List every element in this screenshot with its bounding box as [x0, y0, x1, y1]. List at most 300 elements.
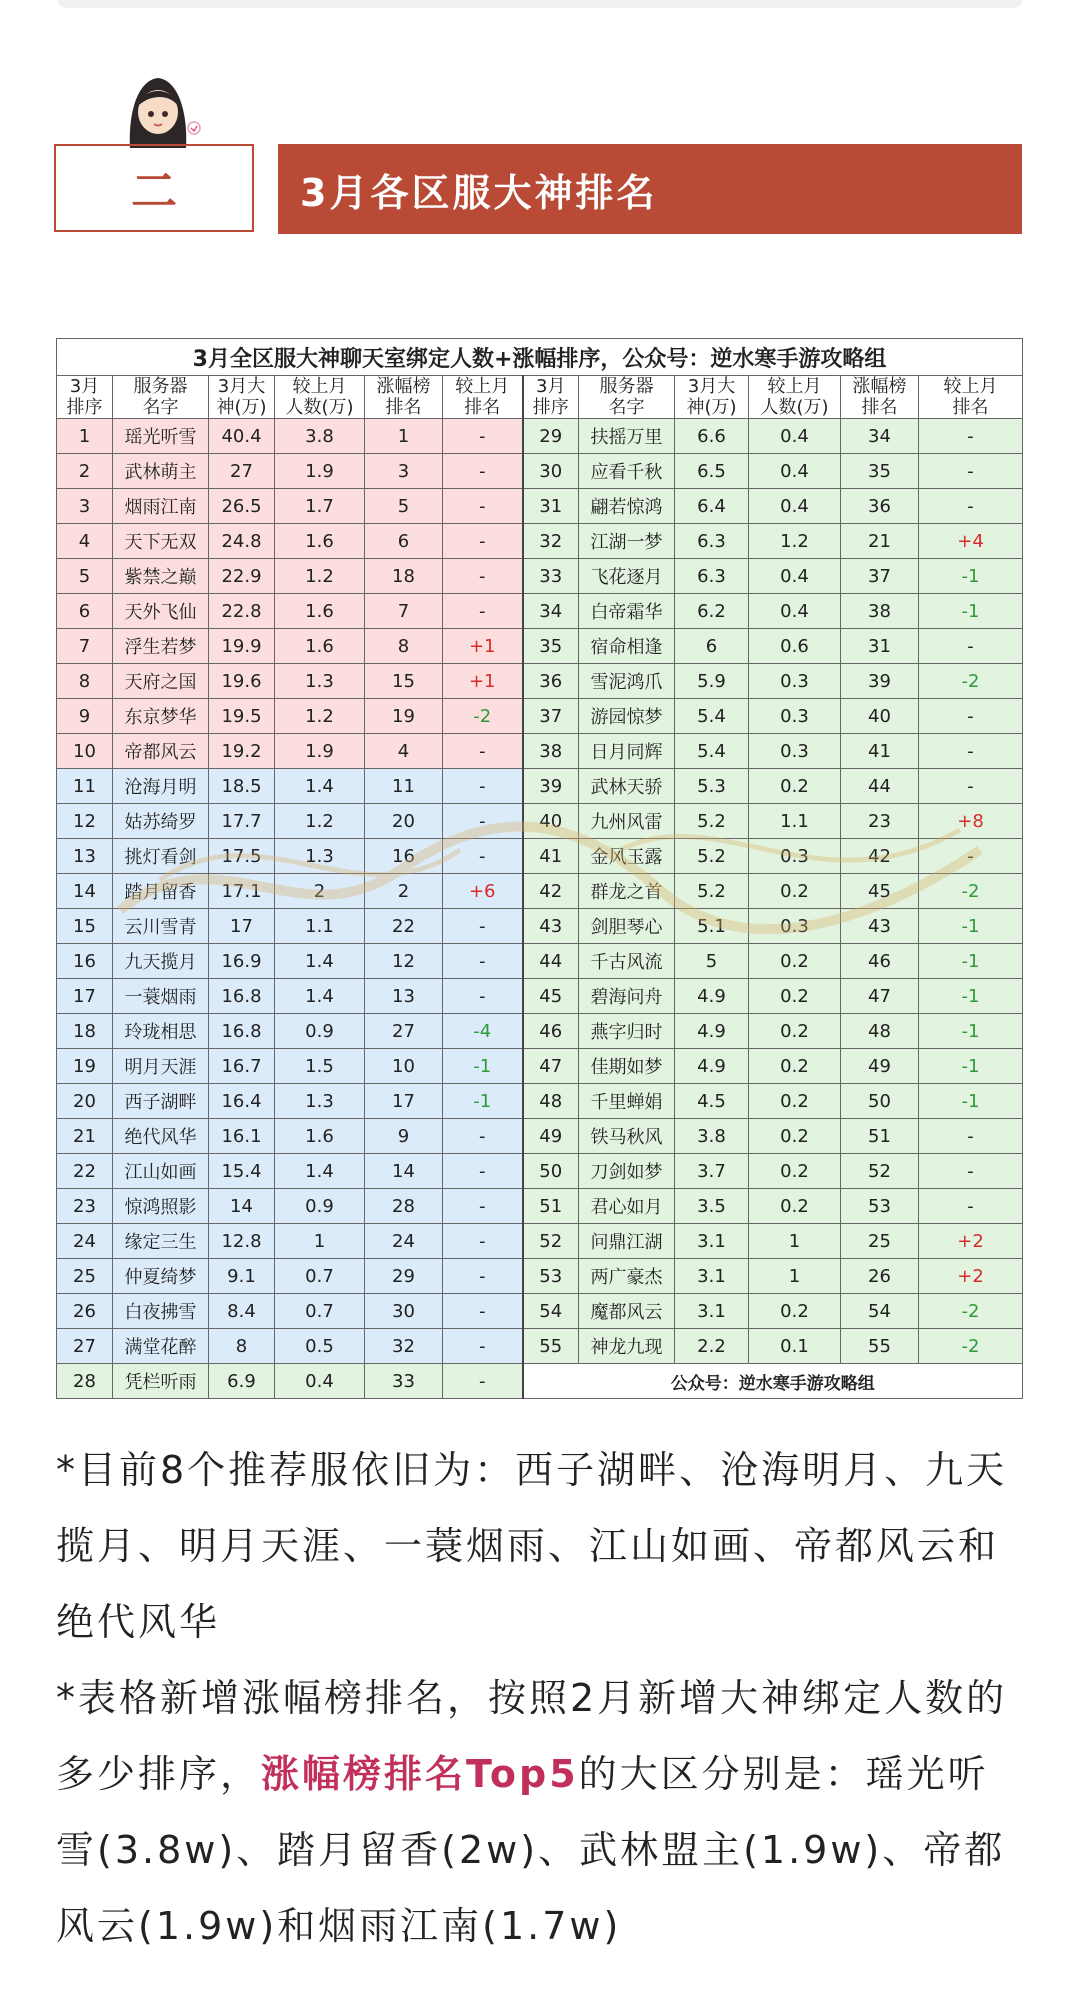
table-cell: 23 — [57, 1189, 113, 1224]
table-row — [57, 1189, 1023, 1224]
table-row — [57, 909, 1023, 944]
table-cell: 24 — [57, 1224, 113, 1259]
table-cell: 帝都风云 — [113, 734, 209, 769]
table-cell: 22 — [365, 909, 443, 944]
table-cell: 刀剑如梦 — [579, 1154, 675, 1189]
table-cell: 1 — [57, 419, 113, 454]
table-cell: 16.1 — [209, 1119, 275, 1154]
table-cell: 5.9 — [675, 664, 749, 699]
table-cell: 4.9 — [675, 979, 749, 1014]
table-cell: - — [443, 1224, 523, 1259]
table-cell: 16.8 — [209, 979, 275, 1014]
table-cell: 6.3 — [675, 524, 749, 559]
table-cell: 神龙九现 — [579, 1329, 675, 1364]
table-cell: - — [443, 1364, 523, 1399]
table-cell: 3.8 — [275, 419, 365, 454]
table-cell: 挑灯看剑 — [113, 839, 209, 874]
table-cell: 1.2 — [275, 699, 365, 734]
table-cell: 瑶光听雪 — [113, 419, 209, 454]
column-header: 3月 排序 — [57, 376, 113, 419]
table-cell: -1 — [919, 559, 1023, 594]
table-cell: 28 — [365, 1189, 443, 1224]
table-cell: 26 — [841, 1259, 919, 1294]
table-cell: 0.7 — [275, 1259, 365, 1294]
table-cell: 铁马秋风 — [579, 1119, 675, 1154]
table-cell: 35 — [523, 629, 579, 664]
table-cell: 0.2 — [749, 1084, 841, 1119]
table-cell: 44 — [523, 944, 579, 979]
table-cell: 2 — [275, 874, 365, 909]
table-cell: 26 — [57, 1294, 113, 1329]
table-cell: 1.6 — [275, 524, 365, 559]
table-cell: 1.5 — [275, 1049, 365, 1084]
table-cell: 1.2 — [275, 804, 365, 839]
section-number-box — [54, 144, 254, 232]
table-cell: 0.3 — [749, 909, 841, 944]
column-header: 较上月 人数(万) — [275, 376, 365, 419]
table-cell: 5 — [675, 944, 749, 979]
table-cell: 惊鸿照影 — [113, 1189, 209, 1224]
table-cell: 22 — [57, 1154, 113, 1189]
table-cell: 30 — [523, 454, 579, 489]
table-row — [57, 734, 1023, 769]
table-cell: +1 — [443, 629, 523, 664]
table-cell: 7 — [365, 594, 443, 629]
column-header: 3月大 神(万) — [209, 376, 275, 419]
table-cell: 问鼎江湖 — [579, 1224, 675, 1259]
table-cell: 1.2 — [275, 559, 365, 594]
table-cell: 50 — [523, 1154, 579, 1189]
table-cell: - — [919, 629, 1023, 664]
table-cell: 49 — [841, 1049, 919, 1084]
table-cell: 应看千秋 — [579, 454, 675, 489]
table-cell: -1 — [919, 909, 1023, 944]
table-cell: 6.4 — [675, 489, 749, 524]
section-number: 二 — [131, 164, 177, 218]
table-row — [57, 1329, 1023, 1364]
table-cell: 22.9 — [209, 559, 275, 594]
table-cell: 0.7 — [275, 1294, 365, 1329]
table-row — [57, 944, 1023, 979]
table-cell: 武林萌主 — [113, 454, 209, 489]
table-cell: - — [443, 769, 523, 804]
table-cell: 0.6 — [749, 629, 841, 664]
table-cell: 19.9 — [209, 629, 275, 664]
table-cell: 18 — [57, 1014, 113, 1049]
table-cell: 烟雨江南 — [113, 489, 209, 524]
table-cell: - — [443, 419, 523, 454]
table-cell: 4 — [57, 524, 113, 559]
table-cell: 天外飞仙 — [113, 594, 209, 629]
table-cell: - — [443, 594, 523, 629]
table-row — [57, 1364, 1023, 1399]
table-cell: 游园惊梦 — [579, 699, 675, 734]
table-cell: 29 — [365, 1259, 443, 1294]
table-cell: 0.2 — [749, 1294, 841, 1329]
table-cell: 8 — [365, 629, 443, 664]
table-cell: - — [443, 1294, 523, 1329]
table-cell: 17 — [209, 909, 275, 944]
table-cell: 15 — [365, 664, 443, 699]
table-cell: 52 — [841, 1154, 919, 1189]
table-cell: - — [443, 559, 523, 594]
table-cell: - — [443, 1259, 523, 1294]
table-cell: 1.4 — [275, 944, 365, 979]
table-cell: 一蓑烟雨 — [113, 979, 209, 1014]
table-row — [57, 419, 1023, 454]
table-cell: 1.3 — [275, 664, 365, 699]
table-cell: 36 — [841, 489, 919, 524]
table-cell: 6 — [365, 524, 443, 559]
table-cell: 27 — [365, 1014, 443, 1049]
table-cell: - — [443, 1119, 523, 1154]
table-cell: 1.1 — [275, 909, 365, 944]
table-cell: - — [443, 804, 523, 839]
table-cell: 3 — [57, 489, 113, 524]
table-cell: - — [443, 839, 523, 874]
table-cell: +2 — [919, 1224, 1023, 1259]
table-cell: 2 — [365, 874, 443, 909]
table-cell: 33 — [365, 1364, 443, 1399]
table-cell: - — [919, 1189, 1023, 1224]
table-cell: 3.1 — [675, 1259, 749, 1294]
table-cell: 1 — [749, 1224, 841, 1259]
table-cell: 16.8 — [209, 1014, 275, 1049]
table-cell: 扶摇万里 — [579, 419, 675, 454]
table-cell: 18 — [365, 559, 443, 594]
table-cell: 9.1 — [209, 1259, 275, 1294]
column-header: 涨幅榜 排名 — [365, 376, 443, 419]
table-cell: 1.3 — [275, 839, 365, 874]
table-cell: 0.2 — [749, 1119, 841, 1154]
table-cell: 3.5 — [675, 1189, 749, 1224]
table-cell: 11 — [365, 769, 443, 804]
table-cell: 17 — [57, 979, 113, 1014]
table-cell: -1 — [919, 979, 1023, 1014]
section-title: 3月各区服大神排名 — [300, 170, 658, 215]
table-cell: 11 — [57, 769, 113, 804]
table-cell: 千古风流 — [579, 944, 675, 979]
table-cell: 40 — [841, 699, 919, 734]
table-cell: 31 — [841, 629, 919, 664]
table-cell: 29 — [523, 419, 579, 454]
table-cell: 27 — [209, 454, 275, 489]
table-cell: 34 — [523, 594, 579, 629]
table-cell: 缘定三生 — [113, 1224, 209, 1259]
table-cell: 5.2 — [675, 804, 749, 839]
table-cell: 19.5 — [209, 699, 275, 734]
table-cell: 8.4 — [209, 1294, 275, 1329]
table-cell: 10 — [57, 734, 113, 769]
table-cell: - — [443, 979, 523, 1014]
table-cell: 32 — [365, 1329, 443, 1364]
table-cell: 0.2 — [749, 769, 841, 804]
table-cell: 19.6 — [209, 664, 275, 699]
table-cell: 1 — [365, 419, 443, 454]
table-cell: 0.3 — [749, 664, 841, 699]
table-cell: - — [443, 524, 523, 559]
table-cell: 5.4 — [675, 699, 749, 734]
column-header: 涨幅榜 排名 — [841, 376, 919, 419]
table-cell: 3 — [365, 454, 443, 489]
table-cell: 24 — [365, 1224, 443, 1259]
table-cell: 0.4 — [749, 594, 841, 629]
table-cell: 佳期如梦 — [579, 1049, 675, 1084]
table-cell: 47 — [841, 979, 919, 1014]
table-cell: 0.2 — [749, 1154, 841, 1189]
note-growth-text-a: *表格新增涨幅榜排名，按照2月新增大神绑定人数的多少排序， — [56, 1676, 1008, 1796]
table-cell: 宿命相逢 — [579, 629, 675, 664]
table-row — [57, 699, 1023, 734]
table-row — [57, 664, 1023, 699]
table-cell: 3.7 — [675, 1154, 749, 1189]
table-cell: 14 — [57, 874, 113, 909]
table-cell: 15 — [57, 909, 113, 944]
table-row — [57, 594, 1023, 629]
table-cell: 0.2 — [749, 944, 841, 979]
column-header: 较上月 排名 — [443, 376, 523, 419]
table-cell: 绝代风华 — [113, 1119, 209, 1154]
table-cell: 19 — [365, 699, 443, 734]
table-cell: 0.2 — [749, 1189, 841, 1224]
table-cell: 姑苏绮罗 — [113, 804, 209, 839]
table-cell: 0.4 — [749, 559, 841, 594]
table-cell: 凭栏听雨 — [113, 1364, 209, 1399]
table-cell: 22.8 — [209, 594, 275, 629]
table-cell: -1 — [919, 1049, 1023, 1084]
table-cell: -1 — [919, 944, 1023, 979]
table-row — [57, 1294, 1023, 1329]
table-cell: - — [919, 699, 1023, 734]
table-cell: - — [919, 489, 1023, 524]
table-cell: 25 — [841, 1224, 919, 1259]
table-cell: 43 — [841, 909, 919, 944]
table-cell: - — [443, 489, 523, 524]
table-cell: 日月同辉 — [579, 734, 675, 769]
table-cell: 0.2 — [749, 874, 841, 909]
table-cell: 12 — [57, 804, 113, 839]
table-row — [57, 1259, 1023, 1294]
table-cell: 0.9 — [275, 1014, 365, 1049]
table-cell: 13 — [365, 979, 443, 1014]
table-cell: 踏月留香 — [113, 874, 209, 909]
table-cell: - — [919, 1154, 1023, 1189]
table-cell: 5.2 — [675, 874, 749, 909]
table-cell: 17.1 — [209, 874, 275, 909]
table-row — [57, 524, 1023, 559]
table-cell: -1 — [919, 594, 1023, 629]
table-cell: - — [443, 1189, 523, 1224]
table-cell: 17 — [365, 1084, 443, 1119]
table-cell: - — [919, 769, 1023, 804]
column-header: 较上月 排名 — [919, 376, 1023, 419]
table-cell: 5 — [365, 489, 443, 524]
table-row — [57, 1014, 1023, 1049]
table-cell: 0.4 — [749, 454, 841, 489]
note-growth-ranking — [56, 1660, 1026, 1964]
table-cell: 金风玉露 — [579, 839, 675, 874]
table-cell: 32 — [523, 524, 579, 559]
table-cell: 34 — [841, 419, 919, 454]
table-cell: -2 — [919, 1294, 1023, 1329]
table-cell: 48 — [841, 1014, 919, 1049]
table-row — [57, 769, 1023, 804]
table-row — [57, 804, 1023, 839]
table-cell: 31 — [523, 489, 579, 524]
table-cell: 27 — [57, 1329, 113, 1364]
table-cell: 6.2 — [675, 594, 749, 629]
table-cell: 18.5 — [209, 769, 275, 804]
table-cell: 16.7 — [209, 1049, 275, 1084]
table-cell: 2 — [57, 454, 113, 489]
column-header: 3月大 神(万) — [675, 376, 749, 419]
table-cell: - — [443, 944, 523, 979]
table-cell: 4.9 — [675, 1049, 749, 1084]
table-cell: 30 — [365, 1294, 443, 1329]
table-cell: 0.4 — [275, 1364, 365, 1399]
table-caption: 3月全区服大神聊天室绑定人数+涨幅排序，公众号：逆水寒手游攻略组 — [57, 339, 1023, 376]
table-cell: 九天揽月 — [113, 944, 209, 979]
table-cell: 54 — [523, 1294, 579, 1329]
table-cell: 54 — [841, 1294, 919, 1329]
table-cell: 云川雪青 — [113, 909, 209, 944]
table-cell: 13 — [57, 839, 113, 874]
table-row — [57, 1049, 1023, 1084]
table-cell: 7 — [57, 629, 113, 664]
table-row — [57, 1119, 1023, 1154]
table-cell: +6 — [443, 874, 523, 909]
table-row — [57, 1224, 1023, 1259]
column-header: 3月 排序 — [523, 376, 579, 419]
table-cell: 6 — [675, 629, 749, 664]
table-cell: 16 — [365, 839, 443, 874]
table-cell: 魔都风云 — [579, 1294, 675, 1329]
table-cell: 5.2 — [675, 839, 749, 874]
table-cell: 1.3 — [275, 1084, 365, 1119]
table-cell: 55 — [523, 1329, 579, 1364]
table-cell: 九州风雷 — [579, 804, 675, 839]
table-cell: 君心如月 — [579, 1189, 675, 1224]
table-cell: 0.4 — [749, 489, 841, 524]
table-cell: 40.4 — [209, 419, 275, 454]
table-cell: 8 — [209, 1329, 275, 1364]
table-cell: 36 — [523, 664, 579, 699]
table-cell: 飞花逐月 — [579, 559, 675, 594]
table-cell: 26.5 — [209, 489, 275, 524]
table-cell: 0.2 — [749, 1014, 841, 1049]
table-cell: 1.2 — [749, 524, 841, 559]
table-cell: 群龙之首 — [579, 874, 675, 909]
table-cell: 42 — [841, 839, 919, 874]
table-cell: 51 — [841, 1119, 919, 1154]
table-cell: 20 — [57, 1084, 113, 1119]
table-cell: 42 — [523, 874, 579, 909]
table-row — [57, 454, 1023, 489]
table-cell: 江湖一梦 — [579, 524, 675, 559]
table-cell: 45 — [841, 874, 919, 909]
table-cell: 33 — [523, 559, 579, 594]
table-cell: 翩若惊鸿 — [579, 489, 675, 524]
table-row — [57, 489, 1023, 524]
table-cell: 3.1 — [675, 1224, 749, 1259]
table-cell: 1.9 — [275, 454, 365, 489]
table-cell: 沧海月明 — [113, 769, 209, 804]
table-cell: 0.1 — [749, 1329, 841, 1364]
table-cell: 天府之国 — [113, 664, 209, 699]
table-cell: 4.5 — [675, 1084, 749, 1119]
ranking-table-container — [56, 338, 1022, 1399]
table-cell: -4 — [443, 1014, 523, 1049]
table-cell: 25 — [57, 1259, 113, 1294]
table-cell: 0.3 — [749, 839, 841, 874]
table-row — [57, 559, 1023, 594]
table-cell: 21 — [57, 1119, 113, 1154]
table-cell: 燕字归时 — [579, 1014, 675, 1049]
table-cell: 1.6 — [275, 594, 365, 629]
table-row — [57, 979, 1023, 1014]
table-cell: 明月天涯 — [113, 1049, 209, 1084]
table-cell: 1.6 — [275, 629, 365, 664]
table-cell: 6.5 — [675, 454, 749, 489]
table-header-row — [57, 376, 1023, 419]
table-cell: 0.2 — [749, 979, 841, 1014]
table-cell: +8 — [919, 804, 1023, 839]
note-recommended-servers: *目前8个推荐服依旧为：西子湖畔、沧海明月、九天揽月、明月天涯、一蓑烟雨、江山如画、帝都风云和绝代风华 — [56, 1448, 1008, 1644]
table-cell: - — [919, 419, 1023, 454]
table-cell: 碧海问舟 — [579, 979, 675, 1014]
table-cell: 紫禁之巅 — [113, 559, 209, 594]
table-cell: -1 — [443, 1084, 523, 1119]
table-cell: +4 — [919, 524, 1023, 559]
table-cell: -2 — [919, 874, 1023, 909]
table-cell: 43 — [523, 909, 579, 944]
table-cell: 1.6 — [275, 1119, 365, 1154]
ranking-table — [56, 338, 1023, 1399]
table-cell: 28 — [57, 1364, 113, 1399]
table-cell: - — [443, 909, 523, 944]
table-cell: 21 — [841, 524, 919, 559]
table-cell: 6.3 — [675, 559, 749, 594]
table-cell: 9 — [57, 699, 113, 734]
table-cell: 12.8 — [209, 1224, 275, 1259]
table-cell: -1 — [443, 1049, 523, 1084]
table-cell: - — [919, 454, 1023, 489]
table-row — [57, 1084, 1023, 1119]
table-cell: 15.4 — [209, 1154, 275, 1189]
note-growth-text-b: 的大区分别是：瑶光听雪(3.8w)、踏月留香(2w)、武林盟主(1.9w)、帝都风云(1.9w)和烟雨江南(1.7w) — [56, 1752, 1006, 1948]
table-cell: 5.1 — [675, 909, 749, 944]
table-cell: 1.7 — [275, 489, 365, 524]
table-cell: 0.3 — [749, 699, 841, 734]
table-cell: 16.9 — [209, 944, 275, 979]
table-cell: 16.4 — [209, 1084, 275, 1119]
notes-section — [56, 1432, 1026, 1964]
table-cell: 5.3 — [675, 769, 749, 804]
table-cell: 4.9 — [675, 1014, 749, 1049]
table-cell: 6.6 — [675, 419, 749, 454]
table-cell: 12 — [365, 944, 443, 979]
table-cell: 41 — [523, 839, 579, 874]
table-cell: 24.8 — [209, 524, 275, 559]
table-cell: 44 — [841, 769, 919, 804]
table-cell: -1 — [919, 1084, 1023, 1119]
table-row — [57, 839, 1023, 874]
table-cell: 46 — [523, 1014, 579, 1049]
table-cell: 0.5 — [275, 1329, 365, 1364]
table-cell: 两广豪杰 — [579, 1259, 675, 1294]
table-cell: 0.3 — [749, 734, 841, 769]
table-cell: 3.8 — [675, 1119, 749, 1154]
